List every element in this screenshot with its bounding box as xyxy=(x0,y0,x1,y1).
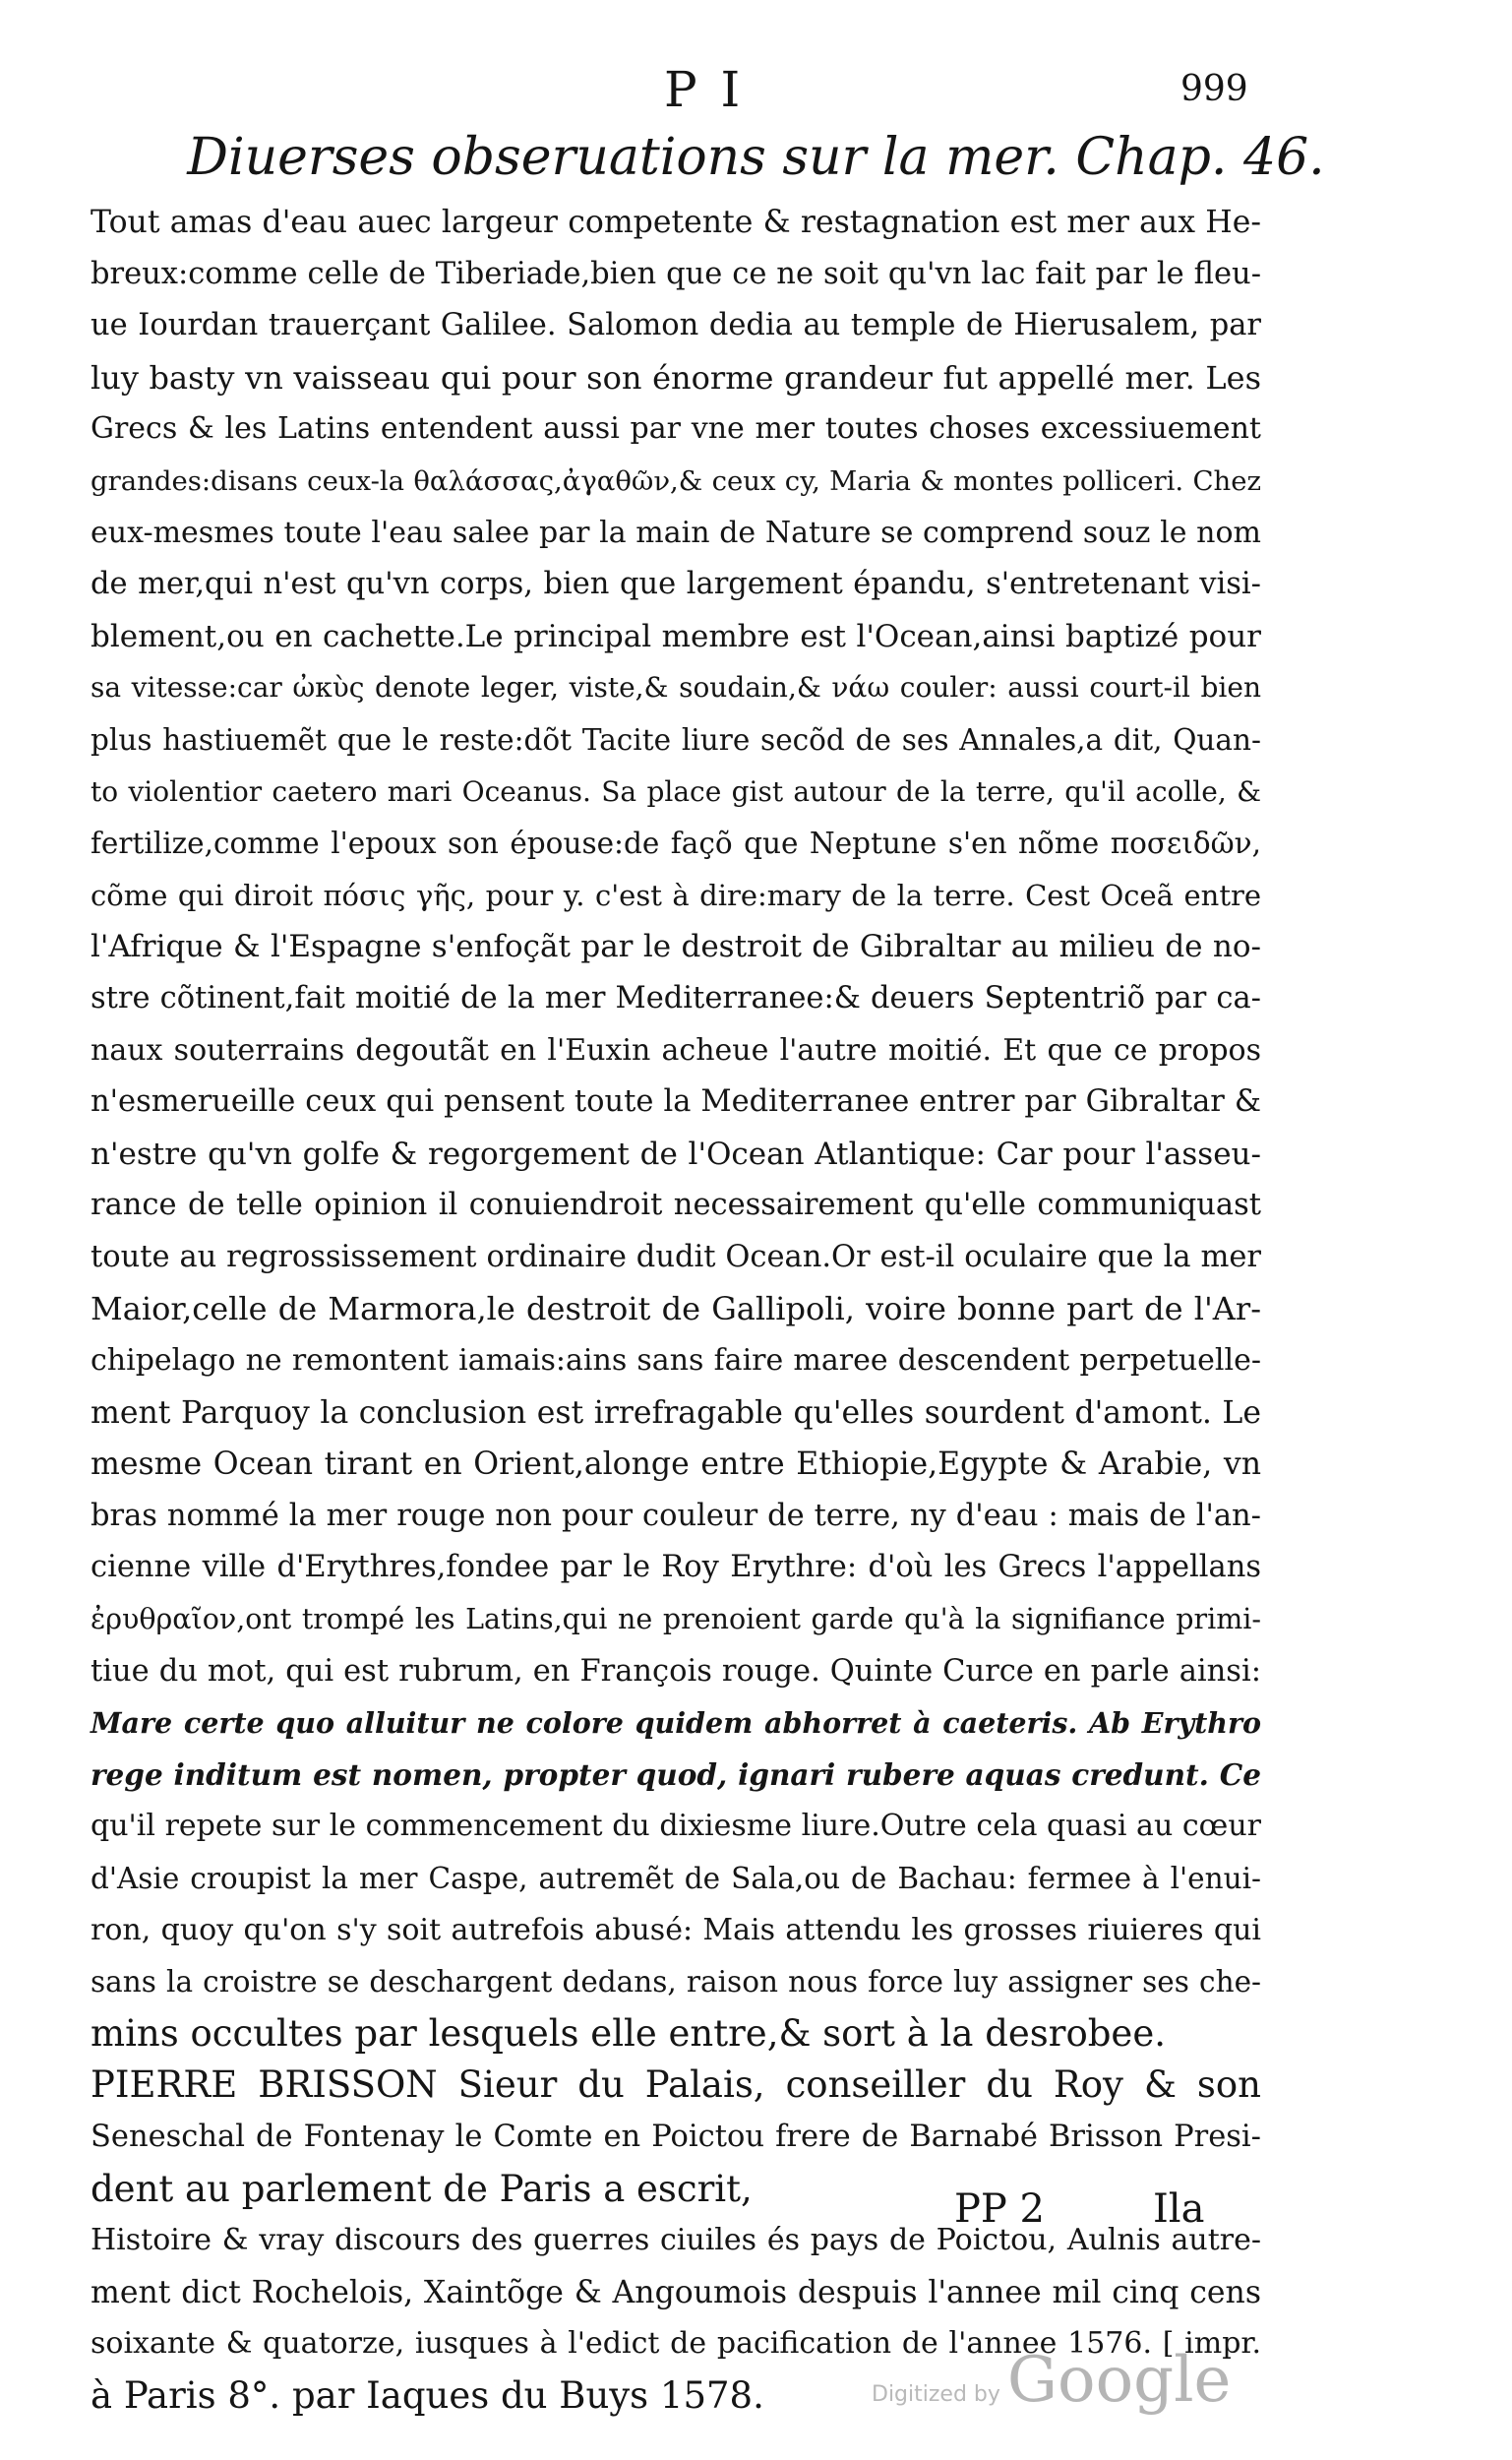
text-line: l'Afrique & l'Espagne s'enfoçãt par le destroit de Gibraltar au milieu de no- xyxy=(91,929,1261,965)
signature-mark: PP 2 xyxy=(954,2186,1045,2232)
google-logo: Google xyxy=(1006,2344,1232,2417)
text-line: rance de telle opinion il conuiendroit necessairement qu'elle communiquast xyxy=(91,1188,1261,1223)
text-line: Grecs & les Latins entendent aussi par vne mer toutes choses excessiuement xyxy=(91,411,1261,447)
text-line: dent au parlement de Paris a escrit, xyxy=(91,2167,753,2210)
text-line: d'Asie croupist la mer Caspe, autremẽt de Sala,ou de Bachau: fermee à l'enui- xyxy=(91,1862,1261,1895)
text-line: cienne ville d'Erythres,fondee par le Roy Erythre: d'où les Grecs l'appellans xyxy=(91,1550,1261,1585)
google-watermark xyxy=(872,2344,1231,2417)
text-line: naux souterrains degoutãt en l'Euxin acheue l'autre moitié. Et que ce propos xyxy=(91,1032,1261,1068)
text-line: n'esmerueille ceux qui pensent toute la Mediterranee entrer par Gibraltar & xyxy=(91,1084,1261,1120)
text-line: Tout amas d'eau auec largeur competente & restagnation est mer aux He- xyxy=(91,205,1261,240)
text-line: cõme qui diroit πόσις γῆς, pour y. c'est à dire:mary de la terre. Cest Oceã entre xyxy=(91,878,1261,912)
catchword: Ila xyxy=(1153,2186,1205,2232)
text-line: sa vitesse:car ὠκὺς denote leger, viste,& soudain,& νάω couler: aussi court-il bien xyxy=(91,671,1261,705)
text-line: n'estre qu'vn golfe & regorgement de l'Ocean Atlantique: Car pour l'asseu- xyxy=(91,1136,1261,1172)
text-line: tiue du mot, qui est rubrum, en François rouge. Quinte Curce en parle ainsi: xyxy=(91,1653,1261,1689)
text-line: stre cõtinent,fait moitié de la mer Mediterranee:& deuers Septentriõ par ca- xyxy=(91,980,1261,1015)
text-line: sans la croistre se deschargent dedans, raison nous force luy assigner ses che- xyxy=(91,1965,1261,1999)
text-line: Histoire & vray discours des guerres ciuiles és pays de Poictou, Aulnis autre- xyxy=(91,2223,1261,2258)
text-line: ment dict Rochelois, Xaintõge & Angoumois despuis l'annee mil cinq cens xyxy=(91,2274,1261,2310)
quotation-line: Mare certe quo alluitur ne colore quidem abhorret à caeteris. Ab Erythro xyxy=(91,1706,1261,1741)
text-line: Seneschal de Fontenay le Comte en Poictou frere de Barnabé Brisson Presi- xyxy=(91,2119,1261,2154)
text-line: mins occultes par lesquels elle entre,& sort à la desrobee. xyxy=(91,2011,1166,2055)
text-line: toute au regrossissement ordinaire dudit Ocean.Or est-il oculaire que la mer xyxy=(91,1239,1261,1274)
text-line: luy basty vn vaisseau qui pour son énorme grandeur fut appellé mer. Les xyxy=(91,358,1261,397)
author-entry-line: PIERRE BRISSON Sieur du Palais, conseiller du Roy & son xyxy=(91,2063,1261,2107)
text-line: grandes:disans ceux-la θαλάσσας,ἀγαθῶν,& ceux cy, Maria & montes polliceri. Chez xyxy=(91,464,1261,497)
signature-head: P I xyxy=(664,61,745,118)
text-line: mesme Ocean tirant en Orient,alonge entre Ethiopie,Egypte & Arabie, vn xyxy=(91,1446,1261,1483)
text-line: ue Iourdan trauerçant Galilee. Salomon dedia au temple de Hierusalem, par xyxy=(91,308,1261,343)
text-line: soixante & quatorze, iusques à l'edict de pacification de l'annee 1576. [ impr. xyxy=(91,2326,1261,2362)
text-line: ἐρυθραῖον,ont trompé les Latins,qui ne prenoient garde qu'à la signifiance primi- xyxy=(91,1603,1261,1636)
text-line: to violentior caetero mari Oceanus. Sa place gist autour de la terre, qu'il acolle, & xyxy=(91,774,1261,808)
running-title: Diuerses obseruations sur la mer. Chap. 46. xyxy=(187,128,1325,187)
text-line: ron, quoy qu'on s'y soit autrefois abusé: Mais attendu les grosses riuieres qui xyxy=(91,1912,1261,1947)
text-line: plus hastiuemẽt que le reste:dõt Tacite liure secõd de ses Annales,a dit, Quan- xyxy=(91,722,1261,757)
text-line: Maior,celle de Marmora,le destroit de Gallipoli, voire bonne part de l'Ar- xyxy=(91,1290,1261,1328)
page-number: 999 xyxy=(1180,69,1248,109)
text-line: blement,ou en cachette.Le principal membre est l'Ocean,ainsi baptizé pour xyxy=(91,618,1261,654)
quotation-line: rege inditum est nomen, propter quod, ignari rubere aquas credunt. Ce xyxy=(91,1756,1261,1792)
text-line: fertilize,comme l'epoux son épouse:de façõ que Neptune s'en nõme ποσειδῶν, xyxy=(91,827,1261,861)
text-line: eux-mesmes toute l'eau salee par la main de Nature se comprend souz le nom xyxy=(91,515,1261,550)
text-line: breux:comme celle de Tiberiade,bien que ce ne soit qu'vn lac fait par le fleu- xyxy=(91,256,1261,291)
text-line: qu'il repete sur le commencement du dixiesme liure.Outre cela quasi au cœur xyxy=(91,1809,1261,1844)
watermark-prefix: Digitized by xyxy=(872,2382,1000,2407)
text-line: de mer,qui n'est qu'vn corps, bien que largement épandu, s'entretenant visi- xyxy=(91,567,1261,602)
text-line: ment Parquoy la conclusion est irrefragable qu'elles sourdent d'amont. Le xyxy=(91,1394,1261,1431)
body-text xyxy=(91,197,1261,2423)
text-line: à Paris 8°. par Iaques du Buys 1578. xyxy=(91,2373,764,2417)
text-line: chipelago ne remontent iamais:ains sans faire maree descendent perpetuelle- xyxy=(91,1343,1261,1379)
text-line: bras nommé la mer rouge non pour couleur de terre, ny d'eau : mais de l'an- xyxy=(91,1498,1261,1533)
